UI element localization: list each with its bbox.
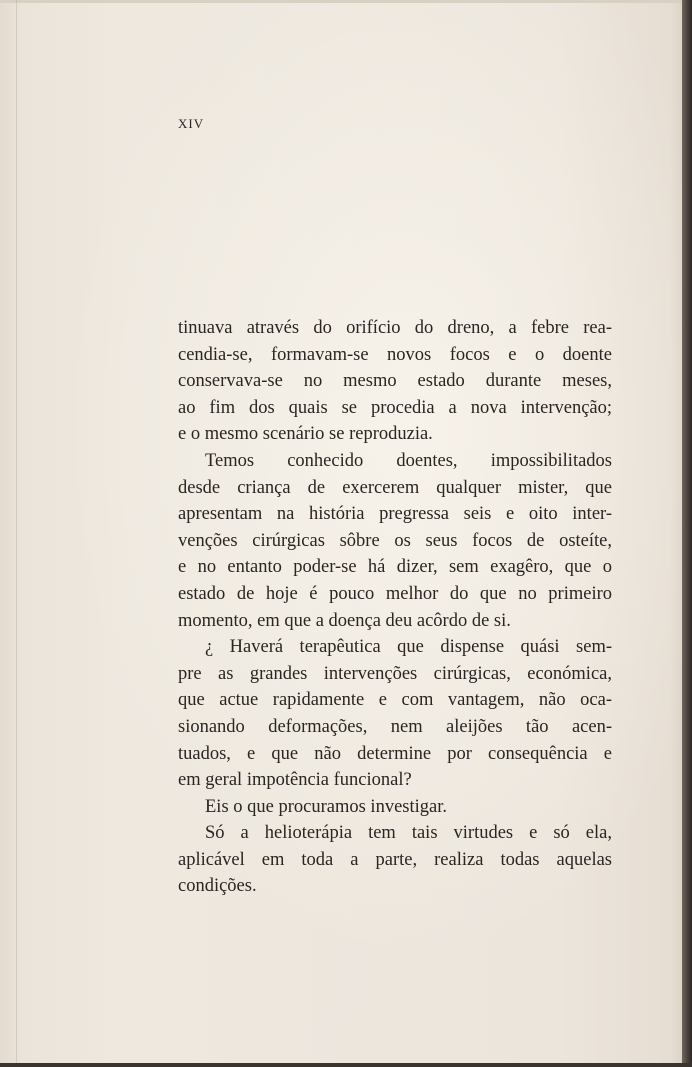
body-text: [178, 315, 612, 900]
text-line: venções cirúrgicas sôbre os seus focos de osteíte,: [178, 530, 612, 551]
page-bottom-shadow: [0, 1063, 692, 1067]
text-line: aplicável em toda a parte, realiza todas aquelas: [178, 849, 612, 870]
page-number: XIV: [178, 116, 205, 131]
text-line: e o mesmo scenário se reproduzia.: [178, 424, 433, 445]
text-line: ao fim dos quais se procedia a nova intervenção;: [178, 397, 612, 418]
text-line: Só a helioterápia tem tais virtudes e só ela,: [205, 823, 612, 844]
text-line: cendia-se, formavam-se novos focos e o doente: [178, 344, 612, 365]
text-line: apresentam na história pregressa seis e oito inter-: [178, 504, 612, 525]
page-fold-line: [16, 0, 17, 1063]
page-top-edge: [0, 0, 682, 3]
text-line: pre as grandes intervenções cirúrgicas, económica,: [178, 663, 612, 684]
text-line: tuados, e que não determine por consequência e: [178, 743, 612, 764]
text-line: ¿ Haverá terapêutica que dispense quási sem-: [205, 637, 612, 658]
text-line: em geral impotência funcional?: [178, 770, 412, 791]
text-line: conservava-se no mesmo estado durante meses,: [178, 371, 612, 392]
text-line: condições.: [178, 876, 257, 897]
page-edge-shadow: [682, 0, 692, 1067]
text-line: Eis o que procuramos investigar.: [205, 796, 447, 817]
text-line: sionando deformações, nem aleijões tão acen-: [178, 716, 612, 737]
text-line: tinuava através do orifício do dreno, a febre rea-: [178, 318, 612, 338]
text-line: momento, em que a doença deu acôrdo de si.: [178, 610, 511, 631]
text-line: estado de hoje é pouco melhor do que no primeiro: [178, 583, 612, 604]
text-line: desde criança de exercerem qualquer mister, que: [178, 477, 612, 498]
text-line: que actue rapidamente e com vantagem, não oca-: [178, 690, 612, 711]
text-line: Temos conhecido doentes, impossibilitados: [205, 450, 612, 471]
text-line: e no entanto poder-se há dizer, sem exagêro, que o: [178, 557, 612, 578]
